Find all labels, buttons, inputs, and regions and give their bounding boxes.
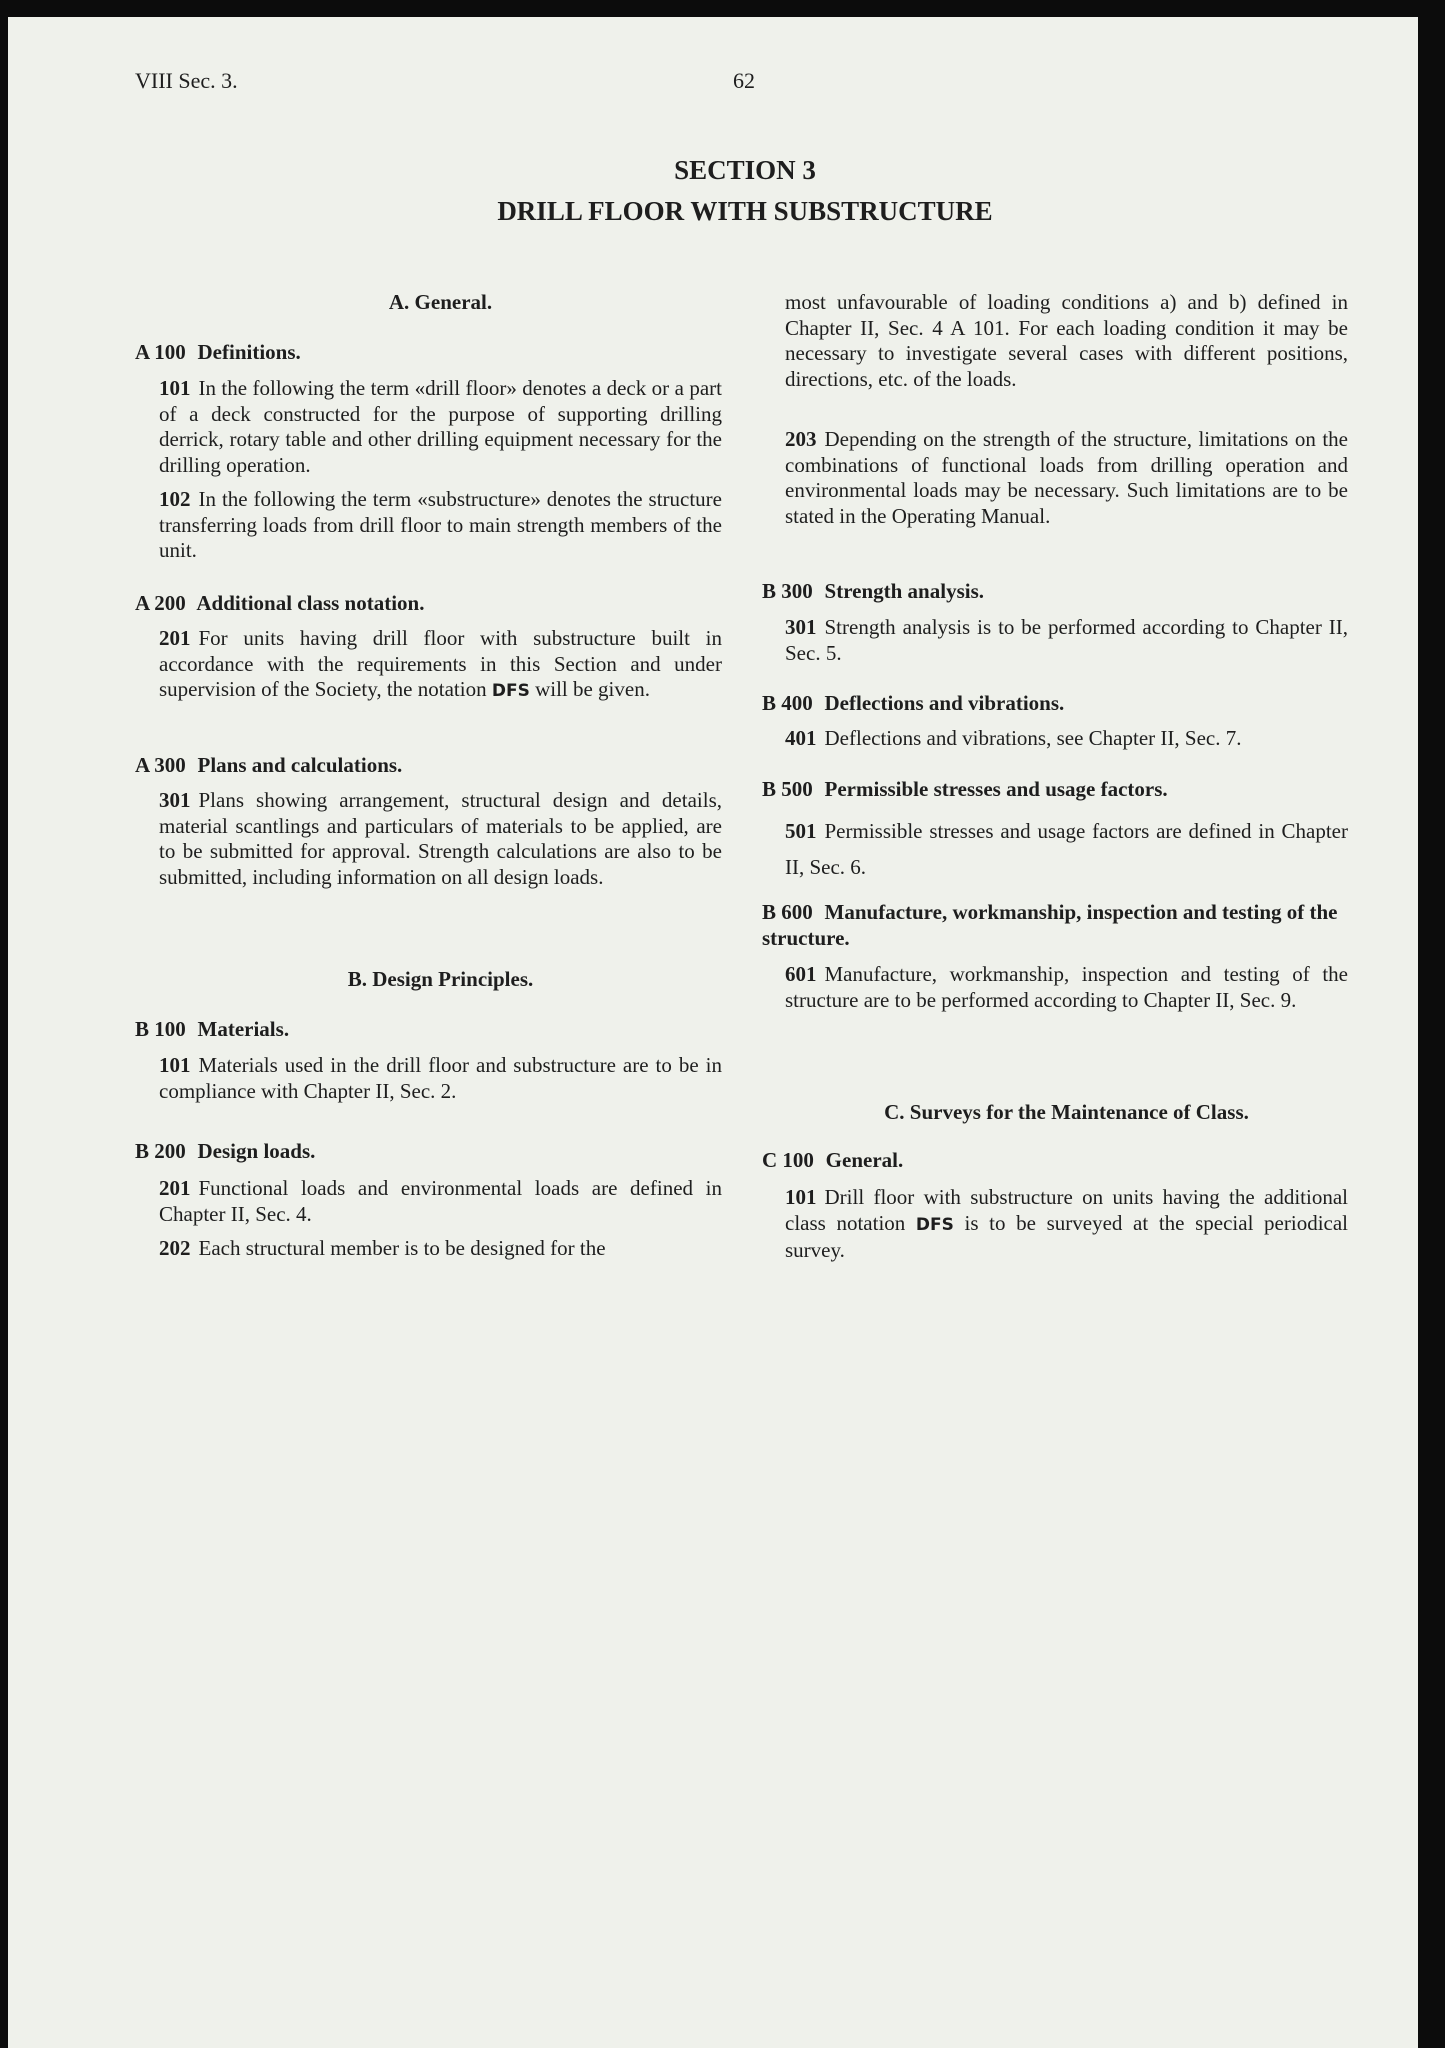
- para-number: 301: [159, 788, 191, 812]
- para-text: Plans showing arrangement, structural design and details, material scantlings and particulars of materials to be applied, are to be submitted for approval. Strength calculations are also to be submitted, including information on all design loads.: [159, 788, 722, 889]
- para-number: 201: [159, 1176, 191, 1200]
- subheading-a100: [135, 340, 301, 365]
- sub-code: 300: [154, 753, 186, 777]
- paragraph-b401: [785, 726, 1348, 752]
- class-notation: DFS: [491, 681, 530, 701]
- subheading-a200: [135, 591, 425, 616]
- sub-title: Deflections and vibrations.: [824, 691, 1065, 715]
- sub-title: Permissible stresses and usage factors.: [824, 777, 1168, 801]
- para-number: 301: [785, 615, 817, 639]
- paragraph-b201: [159, 1176, 722, 1227]
- page-number: 62: [733, 68, 755, 93]
- sub-letter: A: [135, 340, 150, 364]
- sub-code: 400: [781, 691, 813, 715]
- para-text: Functional loads and environmental loads are defined in Chapter II, Sec. 4.: [159, 1176, 722, 1226]
- class-notation: DFS: [915, 1214, 954, 1235]
- paragraph-a301: [159, 788, 722, 890]
- paragraph-a102: [159, 487, 722, 564]
- para-number: 201: [159, 626, 191, 650]
- para-text: Drill floor with substructure on units having the additional class notation: [785, 1185, 1348, 1235]
- sub-title: Definitions.: [197, 340, 301, 364]
- sub-letter: C: [762, 1148, 778, 1172]
- para-number: 601: [785, 962, 817, 986]
- sub-code: 200: [154, 1139, 186, 1163]
- running-header: VIII Sec. 3.: [135, 68, 238, 93]
- para-text: Permissible stresses and usage factors are defined in Chapter II, Sec. 6.: [785, 819, 1348, 879]
- paragraph-a201: [159, 626, 722, 705]
- sub-letter: A: [135, 753, 150, 777]
- para-number: 202: [159, 1236, 191, 1260]
- sub-code: 100: [782, 1148, 814, 1172]
- sub-letter: B: [762, 900, 777, 924]
- sub-letter: B: [135, 1139, 150, 1163]
- para-text: Depending on the strength of the structure, limitations on the combinations of functional loads from drilling operation and environmental loads may be necessary. Such limitations are to be stated in the Operating Manual.: [785, 427, 1348, 528]
- sub-title: Manufacture, workmanship, inspection and testing of the structure.: [762, 900, 1338, 950]
- sub-title: General.: [825, 1148, 904, 1172]
- paragraph-b203: [785, 427, 1348, 529]
- para-text: will be given.: [535, 677, 650, 701]
- para-number: 101: [785, 1185, 817, 1209]
- section-title: DRILL FLOOR WITH SUBSTRUCTURE: [497, 196, 993, 226]
- sub-letter: B: [762, 777, 777, 801]
- sub-code: 500: [781, 777, 813, 801]
- sub-letter: B: [762, 691, 777, 715]
- section-number: SECTION 3: [674, 155, 816, 185]
- paragraph-b101: [159, 1053, 722, 1104]
- subheading-b500: [762, 777, 1168, 802]
- para-text: Manufacture, workmanship, inspection and testing of the structure are to be performed according to Chapter II, Sec. 9.: [785, 962, 1348, 1012]
- heading-a-general: A. General.: [388, 290, 493, 314]
- sub-title: Materials.: [197, 1017, 290, 1041]
- paragraph-c101: [785, 1185, 1348, 1264]
- subheading-b100: [135, 1017, 289, 1042]
- paragraph-a101: [159, 376, 722, 478]
- sub-title: Design loads.: [197, 1139, 316, 1163]
- subheading-a300: [135, 753, 402, 778]
- para-text: Strength analysis is to be performed according to Chapter II, Sec. 5.: [785, 615, 1348, 665]
- sub-code: 300: [781, 579, 813, 603]
- para-text: Materials used in the drill floor and substructure are to be in compliance with Chapter II, Sec. 2.: [159, 1053, 722, 1103]
- para-text: For units having drill floor with substructure built in accordance with the requirements in this Section and under supervision of the Society, the notation: [159, 626, 722, 701]
- subheading-c100: [762, 1148, 903, 1173]
- sub-title: Strength analysis.: [824, 579, 984, 603]
- paragraph-b202: [159, 1236, 722, 1262]
- para-number: 501: [785, 819, 817, 843]
- para-number: 401: [785, 726, 817, 750]
- para-text: Each structural member is to be designed for the: [198, 1236, 606, 1260]
- subheading-b600: [762, 899, 1357, 951]
- paragraph-b501: [785, 813, 1348, 885]
- sub-title: Additional class notation.: [196, 591, 425, 615]
- para-number: 203: [785, 427, 817, 451]
- heading-b-design-principles: B. Design Principles.: [347, 967, 534, 991]
- para-number: 102: [159, 487, 191, 511]
- sub-code: 200: [154, 591, 186, 615]
- paragraph-b301: [785, 615, 1348, 666]
- sub-letter: A: [135, 591, 150, 615]
- sub-code: 600: [781, 900, 813, 924]
- paragraph-b202-continued: most unfavourable of loading conditions a) and b) defined in Chapter II, Sec. 4 A 101. For each loading condition it may be necessary to investigate several cases with different positions, directions, etc. of the loads.: [785, 290, 1348, 391]
- paragraph-b601: [785, 962, 1348, 1013]
- subheading-b300: [762, 579, 984, 604]
- heading-c-surveys: C. Surveys for the Maintenance of Class.: [884, 1100, 1249, 1124]
- para-text: In the following the term «drill floor» denotes a deck or a part of a deck constructed for the purpose of supporting drilling derrick, rotary table and other drilling equipment necessary for the drilling operation.: [159, 376, 722, 477]
- para-number: 101: [159, 1053, 191, 1077]
- para-text: Deflections and vibrations, see Chapter II, Sec. 7.: [824, 726, 1242, 750]
- subheading-b400: [762, 691, 1064, 716]
- sub-code: 100: [154, 1017, 186, 1041]
- sub-letter: B: [135, 1017, 150, 1041]
- para-text: is to be surveyed at the special periodical survey.: [785, 1210, 1349, 1262]
- sub-title: Plans and calculations.: [197, 753, 403, 777]
- para-text: In the following the term «substructure» denotes the structure transferring loads from drill floor to main strength members of the unit.: [159, 487, 722, 562]
- para-number: 101: [159, 376, 191, 400]
- subheading-b200: [135, 1139, 315, 1164]
- sub-code: 100: [154, 340, 186, 364]
- sub-letter: B: [762, 579, 777, 603]
